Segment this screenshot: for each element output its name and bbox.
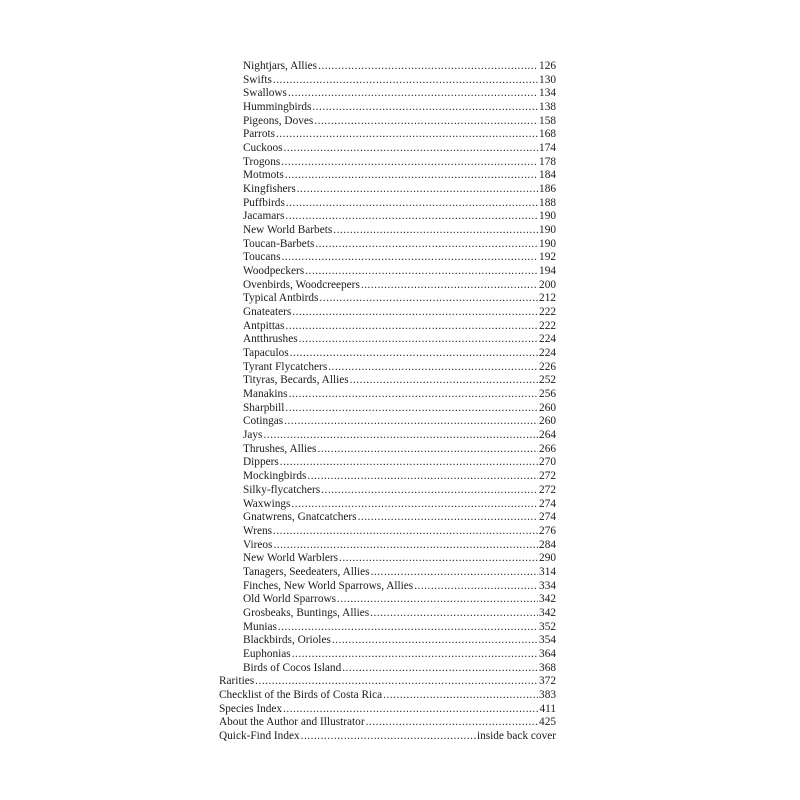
toc-dot-leader [301,730,476,744]
toc-entry-title: Hummingbirds [243,101,312,114]
toc-dot-leader [290,347,538,361]
toc-entry [219,675,556,689]
toc-entry-page-number: 284 [539,538,556,551]
toc-entry-page-number: 174 [539,142,556,155]
toc-entry-page-number: 352 [539,620,556,633]
toc-dot-leader [358,511,538,525]
toc-entry-title: Swifts [243,73,272,86]
toc-entry [219,238,556,252]
toc-entry-page-number: 200 [539,278,556,291]
toc-entry [219,443,556,457]
toc-entry [219,415,556,429]
toc-entry-page-number: 372 [539,675,556,688]
toc-dot-leader [288,87,538,101]
toc-dot-leader [299,333,538,347]
toc-entry [219,703,556,717]
toc-dot-leader [278,621,538,635]
toc-dot-leader [285,320,538,334]
toc-entry [219,566,556,580]
toc-entry-page-number: 222 [539,319,556,332]
toc-entry-page-number: 425 [539,716,556,729]
toc-entry-page-number: 272 [539,483,556,496]
toc-entry-title: Tyrant Flycatchers [243,360,328,373]
toc-entry-page-number: 274 [539,511,556,524]
toc-dot-leader [281,251,538,265]
toc-entry-title: Cotingas [243,415,284,428]
toc-dot-leader [289,388,538,402]
toc-entry-title: Gnatwrens, Gnatcatchers [243,511,357,524]
toc-entry [219,251,556,265]
toc-entry-page-number: 130 [539,73,556,86]
toc-dot-leader [284,415,538,429]
toc-entry-page-number: 252 [539,374,556,387]
toc-entry-title: Tanagers, Seedeaters, Allies [243,565,370,578]
toc-dot-leader [328,361,538,375]
toc-entry-title: Woodpeckers [243,265,305,278]
toc-entry [219,361,556,375]
toc-entry-title: Toucan-Barbets [243,237,315,250]
toc-entry-page-number: 383 [539,688,556,701]
toc-entry-title: Mockingbirds [243,470,307,483]
toc-dot-leader [284,142,539,156]
toc-dot-leader [350,374,538,388]
toc-dot-leader [361,279,538,293]
toc-dot-leader [297,183,538,197]
toc-entry [219,279,556,293]
toc-entry-title: Antthrushes [243,333,298,346]
toc-dot-leader [342,662,538,676]
toc-dot-leader [339,552,538,566]
toc-dot-leader [280,456,538,470]
toc-entry-page-number: 190 [539,224,556,237]
toc-entry-page-number: 274 [539,497,556,510]
toc-entry [219,662,556,676]
toc-entry [219,183,556,197]
toc-entry [219,320,556,334]
toc-entry [219,402,556,416]
toc-entry [219,87,556,101]
toc-dot-leader [414,580,538,594]
toc-entry-page-number: 212 [539,292,556,305]
toc-entry-title: Ovenbirds, Woodcreepers [243,278,360,291]
toc-entry-title: Checklist of the Birds of Costa Rica [219,688,383,701]
toc-entry-page-number: inside back cover [476,729,556,742]
toc-entry [219,292,556,306]
toc-entry [219,101,556,115]
toc-dot-leader [332,634,538,648]
toc-entry [219,648,556,662]
toc-dot-leader [370,607,538,621]
toc-entry-page-number: 276 [539,524,556,537]
toc-entry [219,484,556,498]
toc-entry [219,347,556,361]
toc-entry-title: Tapaculos [243,347,289,360]
toc-dot-leader [312,101,538,115]
toc-entry-title: Nightjars, Allies [243,60,318,72]
toc-entry [219,539,556,553]
toc-dot-leader [273,525,538,539]
toc-entry-page-number: 224 [539,347,556,360]
toc-entry-title: Silky-flycatchers [243,483,321,496]
toc-entry-title: Typical Antbirds [243,292,319,305]
toc-entry-title: New World Barbets [243,224,333,237]
toc-entry-page-number: 260 [539,415,556,428]
toc-dot-leader [319,292,538,306]
toc-entry-title: Parrots [243,128,276,141]
toc-entry-title: Birds of Cocos Island [243,661,342,674]
toc-dot-leader [273,74,538,88]
toc-dot-leader [292,648,538,662]
toc-entry-title: Tityras, Becards, Allies [243,374,349,387]
toc-entry [219,156,556,170]
toc-entry-page-number: 342 [539,593,556,606]
toc-entry-title: Vireos [243,538,273,551]
toc-entry-title: About the Author and Illustrator [219,716,365,729]
toc-dot-leader [314,115,538,129]
toc-entry-page-number: 290 [539,552,556,565]
toc-dot-leader [321,484,538,498]
toc-entry-page-number: 158 [539,114,556,127]
toc-entry-title: Cuckoos [243,142,283,155]
toc-dot-leader [371,566,538,580]
toc-entry [219,525,556,539]
toc-entry [219,224,556,238]
toc-entry-page-number: 411 [539,702,556,715]
toc-dot-leader [276,128,538,142]
toc-entry-page-number: 364 [539,647,556,660]
toc-dot-leader [263,429,538,443]
toc-entry [219,511,556,525]
toc-dot-leader [315,238,538,252]
toc-entry-page-number: 138 [539,101,556,114]
toc-entry-title: Jays [243,429,263,442]
toc-entry-title: Kingfishers [243,183,296,196]
toc-dot-leader [383,689,538,703]
toc-entry [219,429,556,443]
toc-entry [219,470,556,484]
toc-entry-title: Old World Sparrows [243,593,337,606]
toc-dot-leader [318,60,538,74]
toc-entry-title: Finches, New World Sparrows, Allies [243,579,414,592]
toc-dot-leader [286,197,538,211]
toc-dot-leader [366,716,538,730]
toc-entry-title: Antpittas [243,319,285,332]
toc-entry [219,128,556,142]
toc-entry-title: Toucans [243,251,281,264]
toc-entry-page-number: 190 [539,237,556,250]
toc-entry [219,593,556,607]
toc-entry-title: Manakins [243,388,288,401]
toc-dot-leader [305,265,538,279]
toc-entry [219,265,556,279]
toc-entry-title: Euphonias [243,647,291,660]
toc-entry-title: Waxwings [243,497,291,510]
toc-entry-title: Rarities [219,675,255,688]
toc-entry-page-number: 354 [539,634,556,647]
toc-entry-title: Swallows [243,87,287,100]
toc-entry [219,388,556,402]
toc-dot-leader [281,156,538,170]
toc-entry-page-number: 264 [539,429,556,442]
toc-entry-title: Blackbirds, Orioles [243,634,331,647]
toc-entry [219,607,556,621]
toc-entry-title: Thrushes, Allies [243,442,317,455]
toc-entry-title: Sharpbill [243,401,285,414]
toc-dot-leader [255,675,538,689]
toc-entry-page-number: 184 [539,169,556,182]
toc-entry [219,689,556,703]
toc-entry-page-number: 270 [539,456,556,469]
toc-entry-page-number: 260 [539,401,556,414]
toc-entry [219,333,556,347]
toc-entry-page-number: 334 [539,579,556,592]
toc-entry-title: Grosbeaks, Buntings, Allies [243,606,370,619]
toc-entry-title: Pigeons, Doves [243,114,314,127]
toc-entry-page-number: 226 [539,360,556,373]
toc-dot-leader [283,703,538,717]
toc-entry-page-number: 178 [539,155,556,168]
toc-entry-page-number: 224 [539,333,556,346]
toc-entry [219,716,556,730]
toc-entry-page-number: 256 [539,388,556,401]
toc-entry-page-number: 266 [539,442,556,455]
toc-entry [219,730,556,744]
toc-entry [219,621,556,635]
toc-entry-page-number: 342 [539,606,556,619]
toc-entry-page-number: 188 [539,196,556,209]
toc-entry [219,60,556,74]
toc-entry [219,306,556,320]
toc-dot-leader [273,539,538,553]
toc-entry [219,634,556,648]
toc-entry [219,74,556,88]
toc-entry-page-number: 134 [539,87,556,100]
toc-dot-leader [292,306,538,320]
toc-dot-leader [307,470,538,484]
toc-entry-page-number: 190 [539,210,556,223]
toc-entry-page-number: 192 [539,251,556,264]
toc-entry-title: Wrens [243,524,273,537]
toc-entry-title: Trogons [243,155,281,168]
toc-entry [219,169,556,183]
toc-entry-title: Puffbirds [243,196,285,209]
toc-entry-title: Dippers [243,456,279,469]
toc-entry-title: Quick-Find Index [219,729,300,742]
toc-entry [219,374,556,388]
toc-dot-leader [333,224,538,238]
toc-entry-title: Species Index [219,702,283,715]
toc-dot-leader [291,498,538,512]
toc-entry-page-number: 168 [539,128,556,141]
toc-dot-leader [337,593,538,607]
toc-entry-page-number: 368 [539,661,556,674]
toc-entry-page-number: 272 [539,470,556,483]
toc-entry-page-number: 126 [539,60,556,72]
toc-entry-title: Jacamars [243,210,285,223]
toc-entry-page-number: 314 [539,565,556,578]
toc-entry [219,580,556,594]
toc-entry-page-number: 186 [539,183,556,196]
toc-entry [219,552,556,566]
toc-entry-title: Motmots [243,169,284,182]
toc-dot-leader [285,402,538,416]
toc-dot-leader [317,443,538,457]
toc-entry [219,115,556,129]
toc-entry-title: New World Warblers [243,552,339,565]
toc-entry-title: Gnateaters [243,306,292,319]
toc-entry-page-number: 194 [539,265,556,278]
toc-dot-leader [285,169,538,183]
toc-entry [219,498,556,512]
toc-entry-title: Munias [243,620,277,633]
toc-entry [219,210,556,224]
table-of-contents [219,60,556,744]
toc-entry [219,456,556,470]
toc-entry [219,197,556,211]
toc-entry [219,142,556,156]
toc-entry-page-number: 222 [539,306,556,319]
toc-dot-leader [285,210,538,224]
